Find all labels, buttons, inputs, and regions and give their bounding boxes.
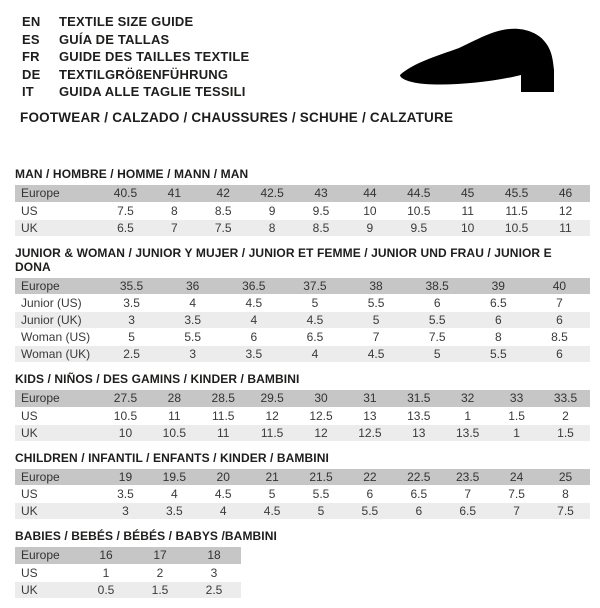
size-cell: 10 [443,219,492,236]
row-label: Junior (UK) [15,312,101,329]
size-cell: 3.5 [162,312,223,329]
size-cell: 11 [150,407,199,424]
size-cell: 5 [284,295,345,312]
size-row-europe [15,185,590,202]
size-cell: 45 [443,185,492,202]
size-cell: 4 [162,295,223,312]
size-cell: 11.5 [248,424,297,441]
size-cell: 6 [394,503,443,520]
size-cell: 6 [223,329,284,346]
size-cell: 5.5 [297,486,346,503]
size-cell: 36.5 [223,278,284,295]
size-cell: 29.5 [248,390,297,407]
row-label: UK [15,424,101,441]
size-cell: 3 [101,312,162,329]
size-cell: 8 [541,486,590,503]
size-row-uk [15,219,590,236]
size-cell: 21.5 [297,469,346,486]
size-cell: 6 [468,312,529,329]
size-cell: 1.5 [133,581,187,598]
size-cell: 3 [101,503,150,520]
size-cell: 10.5 [101,407,150,424]
row-label: Europe [15,390,101,407]
size-cell: 4 [223,312,284,329]
size-cell: 12 [248,407,297,424]
size-row-europe [15,390,590,407]
size-cell: 5 [101,329,162,346]
size-cell: 31 [345,390,394,407]
size-cell: 5.5 [346,295,407,312]
size-cell: 13.5 [443,424,492,441]
row-label: UK [15,219,101,236]
size-cell: 7.5 [407,329,468,346]
size-cell: 7 [443,486,492,503]
size-cell: 11 [199,424,248,441]
size-table-junior-woman [15,278,590,364]
language-label: TEXTILE SIZE GUIDE [59,14,194,30]
size-cell: 5.5 [468,346,529,363]
size-cell: 3.5 [223,346,284,363]
size-cell: 4.5 [199,486,248,503]
size-cell: 1.5 [492,407,541,424]
section-man [15,167,590,237]
size-row-uk [15,424,590,441]
size-cell: 44.5 [394,185,443,202]
size-cell: 22 [345,469,394,486]
size-row-us [15,486,590,503]
category-title: FOOTWEAR / CALZADO / CHAUSSURES / SCHUHE / CALZATURE [20,109,454,125]
size-cell: 38.5 [407,278,468,295]
row-label: US [15,407,101,424]
size-cell: 41 [150,185,199,202]
size-cell: 11 [541,219,590,236]
size-cell: 6.5 [443,503,492,520]
size-cell: 18 [187,547,241,564]
size-cell: 6.5 [468,295,529,312]
size-cell: 8 [150,202,199,219]
row-label: Europe [15,278,101,295]
size-cell: 6.5 [101,219,150,236]
size-cell: 10.5 [394,202,443,219]
size-cell: 22.5 [394,469,443,486]
size-cell: 40.5 [101,185,150,202]
size-cell: 39 [468,278,529,295]
section-kids [15,372,590,442]
size-cell: 13.5 [394,407,443,424]
size-row-woman-uk [15,346,590,363]
size-cell: 7 [492,503,541,520]
size-row-uk [15,581,241,598]
size-cell: 37.5 [284,278,345,295]
size-cell: 24 [492,469,541,486]
size-cell: 31.5 [394,390,443,407]
size-cell: 6 [529,346,590,363]
size-cell: 27.5 [101,390,150,407]
size-row-junior-us [15,295,590,312]
size-table-kids [15,390,590,442]
size-cell: 3 [162,346,223,363]
size-cell: 43 [297,185,346,202]
section-babies [15,529,590,599]
table-title-babies: BABIES / BEBÉS / BÉBÉS / BABYS /BAMBINI [15,529,277,543]
size-cell: 42 [199,185,248,202]
row-label: Europe [15,185,101,202]
size-cell: 6 [407,295,468,312]
size-cell: 7 [150,219,199,236]
size-row-us [15,407,590,424]
language-label: TEXTILGRÖßENFÜHRUNG [59,66,229,82]
row-label: US [15,564,79,581]
row-label: US [15,486,101,503]
size-row-woman-us [15,329,590,346]
row-label: Woman (UK) [15,346,101,363]
size-cell: 30 [297,390,346,407]
size-cell: 12.5 [297,407,346,424]
size-row-junior-uk [15,312,590,329]
size-cell: 3 [187,564,241,581]
row-label: Europe [15,469,101,486]
size-cell: 20 [199,469,248,486]
language-code: FR [22,49,40,65]
size-cell: 10 [101,424,150,441]
size-cell: 40 [529,278,590,295]
size-cell: 8.5 [199,202,248,219]
size-cell: 25 [541,469,590,486]
size-cell: 2.5 [187,581,241,598]
size-row-europe [15,278,590,295]
size-table-man [15,185,590,237]
size-cell: 5.5 [162,329,223,346]
size-row-europe [15,469,590,486]
language-code: DE [22,66,41,82]
size-tables [15,167,590,608]
size-cell: 7.5 [101,202,150,219]
size-cell: 7.5 [541,503,590,520]
row-label: Europe [15,547,79,564]
size-row-us [15,202,590,219]
size-cell: 46 [541,185,590,202]
size-cell: 7.5 [199,219,248,236]
size-cell: 38 [346,278,407,295]
language-code: EN [22,14,41,30]
size-cell: 45.5 [492,185,541,202]
size-cell: 35.5 [101,278,162,295]
size-cell: 7 [529,295,590,312]
size-cell: 5 [346,312,407,329]
size-cell: 23.5 [443,469,492,486]
row-label: Junior (US) [15,295,101,312]
size-cell: 7.5 [492,486,541,503]
size-cell: 16 [79,547,133,564]
dress-shoe-icon [393,22,577,98]
row-label: UK [15,581,79,598]
size-cell: 13 [394,424,443,441]
size-cell: 12.5 [345,424,394,441]
size-cell: 3.5 [101,486,150,503]
size-cell: 12 [297,424,346,441]
size-cell: 4.5 [284,312,345,329]
size-cell: 21 [248,469,297,486]
section-children [15,451,590,521]
size-cell: 5.5 [407,312,468,329]
size-cell: 4.5 [346,346,407,363]
language-code: ES [22,31,40,47]
size-cell: 19 [101,469,150,486]
size-cell: 3.5 [150,503,199,520]
size-cell: 13 [345,407,394,424]
size-cell: 8 [468,329,529,346]
size-cell: 10 [345,202,394,219]
size-table-children [15,469,590,521]
size-cell: 9 [345,219,394,236]
language-code: IT [22,84,34,100]
size-cell: 28 [150,390,199,407]
size-cell: 11.5 [492,202,541,219]
row-label: US [15,202,101,219]
size-cell: 9.5 [394,219,443,236]
size-cell: 9.5 [297,202,346,219]
size-cell: 5.5 [345,503,394,520]
size-cell: 11 [443,202,492,219]
size-cell: 0.5 [79,581,133,598]
size-cell: 32 [443,390,492,407]
size-cell: 6.5 [394,486,443,503]
row-label: Woman (US) [15,329,101,346]
language-label: GUIDA ALLE TAGLIE TESSILI [59,84,246,100]
size-cell: 1 [443,407,492,424]
size-cell: 4 [284,346,345,363]
size-cell: 3.5 [101,295,162,312]
size-cell: 6 [345,486,394,503]
size-cell: 1 [79,564,133,581]
size-cell: 6.5 [284,329,345,346]
size-cell: 8.5 [529,329,590,346]
size-row-us [15,564,241,581]
size-cell: 33.5 [541,390,590,407]
size-cell: 33 [492,390,541,407]
size-cell: 8 [248,219,297,236]
size-cell: 11.5 [199,407,248,424]
row-label: UK [15,503,101,520]
size-cell: 10.5 [492,219,541,236]
size-cell: 10.5 [150,424,199,441]
size-cell: 19.5 [150,469,199,486]
size-cell: 4.5 [223,295,284,312]
size-table-babies [15,547,241,599]
table-title-children: CHILDREN / INFANTIL / ENFANTS / KINDER / BAMBINI [15,450,329,465]
size-cell: 2 [541,407,590,424]
size-cell: 5 [297,503,346,520]
size-cell: 28.5 [199,390,248,407]
section-junior-woman [15,246,590,364]
size-cell: 1 [492,424,541,441]
size-cell: 12 [541,202,590,219]
table-title-junior-woman: JUNIOR & WOMAN / JUNIOR Y MUJER / JUNIOR ET FEMME / JUNIOR UND FRAU / JUNIOR E DONA [15,245,552,274]
size-cell: 4 [150,486,199,503]
size-cell: 42.5 [248,185,297,202]
size-row-uk [15,503,590,520]
table-title-kids: KIDS / NIÑOS / DES GAMINS / KINDER / BAMBINI [15,372,300,386]
size-row-europe [15,547,241,564]
language-label: GUÍA DE TALLAS [59,31,170,47]
size-cell: 17 [133,547,187,564]
size-cell: 8.5 [297,219,346,236]
size-cell: 4.5 [248,503,297,520]
size-cell: 5 [407,346,468,363]
size-cell: 1.5 [541,424,590,441]
size-cell: 4 [199,503,248,520]
size-cell: 5 [248,486,297,503]
language-label: GUIDE DES TAILLES TEXTILE [59,49,250,65]
size-cell: 36 [162,278,223,295]
size-cell: 2 [133,564,187,581]
table-title-man: MAN / HOMBRE / HOMME / MANN / MAN [15,167,249,181]
size-cell: 9 [248,202,297,219]
size-cell: 6 [529,312,590,329]
size-cell: 2.5 [101,346,162,363]
size-cell: 44 [345,185,394,202]
size-cell: 7 [346,329,407,346]
